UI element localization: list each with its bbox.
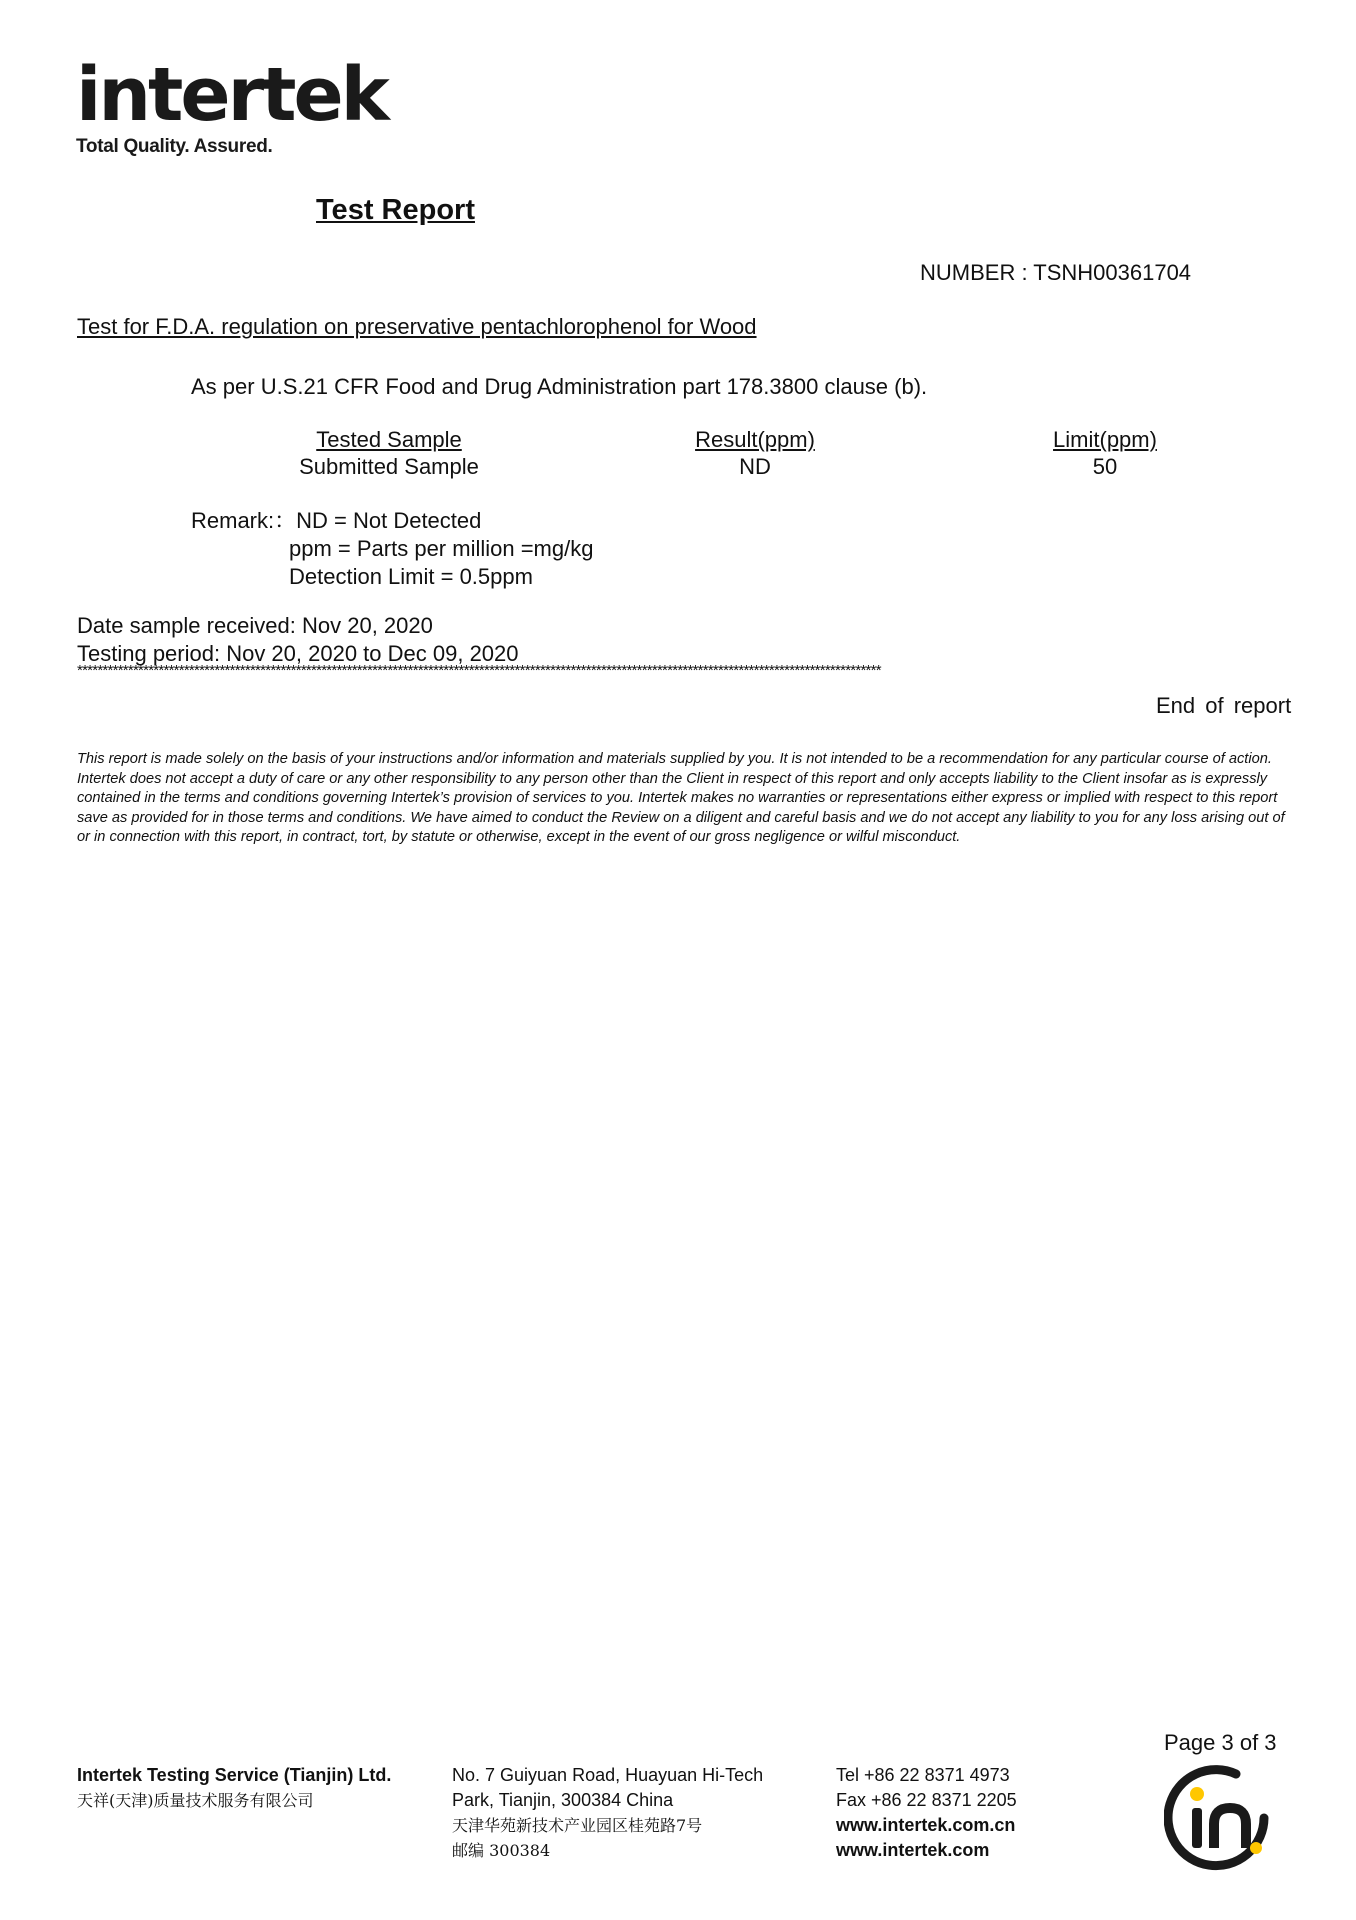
dates [77, 612, 519, 668]
separator-line: ************************************************************************************************************************************************************** [77, 662, 881, 679]
in-icon-dot [1190, 1787, 1204, 1801]
testing-period: Testing period: Nov 20, 2020 to Dec 09, 2020 [77, 641, 519, 666]
logo-wordmark: intertek [76, 52, 387, 138]
company-name-cn: 天祥(天津)质量技术服务有限公司 [77, 1791, 314, 1810]
website[interactable]: www.intertek.com [836, 1840, 990, 1860]
footer-company [77, 1763, 391, 1813]
date-received: Date sample received: Nov 20, 2020 [77, 613, 433, 638]
company-name-en: Intertek Testing Service (Tianjin) Ltd. [77, 1765, 392, 1785]
footer-contact [836, 1763, 1017, 1863]
intertek-in-icon [1164, 1762, 1276, 1879]
remark-detection-limit: Detection Limit = 0.5ppm [289, 564, 533, 589]
disclaimer: This report is made solely on the basis of your instructions and/or information and materials supplied by you. It is not intended to be a recommendation for any particular course of action. Intertek does not accept a duty of care or any other responsibility to any person other than the Client in respect of this report and only accepts liability to the Client insofar as is expressly contained in the terms and conditions governing Intertek’s provision of services to you. Intertek makes no warranties or representations either express or implied with respect to this report save as provided for in those terms and conditions. We have aimed to conduct the Review on a diligent and careful basis and we do not accept any liability to you for any loss arising out of or in connection with this report, in contract, tort, by statute or otherwise, except in the event of our gross negligence or wilful misconduct. [77, 751, 1285, 845]
regulation-reference: As per U.S.21 CFR Food and Drug Administration part 178.3800 clause (b). [191, 374, 928, 399]
page-title: Test Report [316, 194, 475, 226]
cell-limit: 50 [1092, 454, 1118, 479]
remark-ppm: ppm = Parts per million =mg/kg [289, 536, 594, 561]
postcode-cn: 邮编 300384 [452, 1841, 551, 1860]
address-line-2: Park, Tianjin, 300384 China [452, 1790, 674, 1810]
header-limit: Limit(ppm) [1053, 427, 1157, 452]
fax: Fax +86 22 8371 2205 [836, 1790, 1017, 1810]
remark-label: Remark:： [191, 508, 297, 533]
end-of-report: End of report [1156, 693, 1292, 718]
page-number: Page 3 of 3 [1164, 1730, 1277, 1755]
remarks [191, 507, 593, 591]
telephone: Tel +86 22 8371 4973 [836, 1765, 1010, 1785]
cell-result: ND [739, 454, 771, 479]
report-number: NUMBER : TSNH00361704 [920, 260, 1192, 285]
remark-nd: ND = Not Detected [296, 508, 482, 533]
logo-tagline: Total Quality. Assured. [76, 136, 273, 157]
header-tested-sample: Tested Sample [316, 427, 462, 452]
website-cn[interactable]: www.intertek.com.cn [836, 1815, 1016, 1835]
cell-tested-sample: Submitted Sample [299, 454, 479, 479]
footer-address [452, 1763, 763, 1863]
header-result: Result(ppm) [695, 427, 815, 452]
intertek-logo [76, 52, 387, 158]
address-line-1: No. 7 Guiyuan Road, Huayuan Hi-Tech [452, 1765, 764, 1785]
address-cn: 天津华苑新技术产业园区桂苑路7号 [452, 1816, 703, 1835]
test-heading: Test for F.D.A. regulation on preservative pentachlorophenol for Wood [77, 314, 757, 339]
